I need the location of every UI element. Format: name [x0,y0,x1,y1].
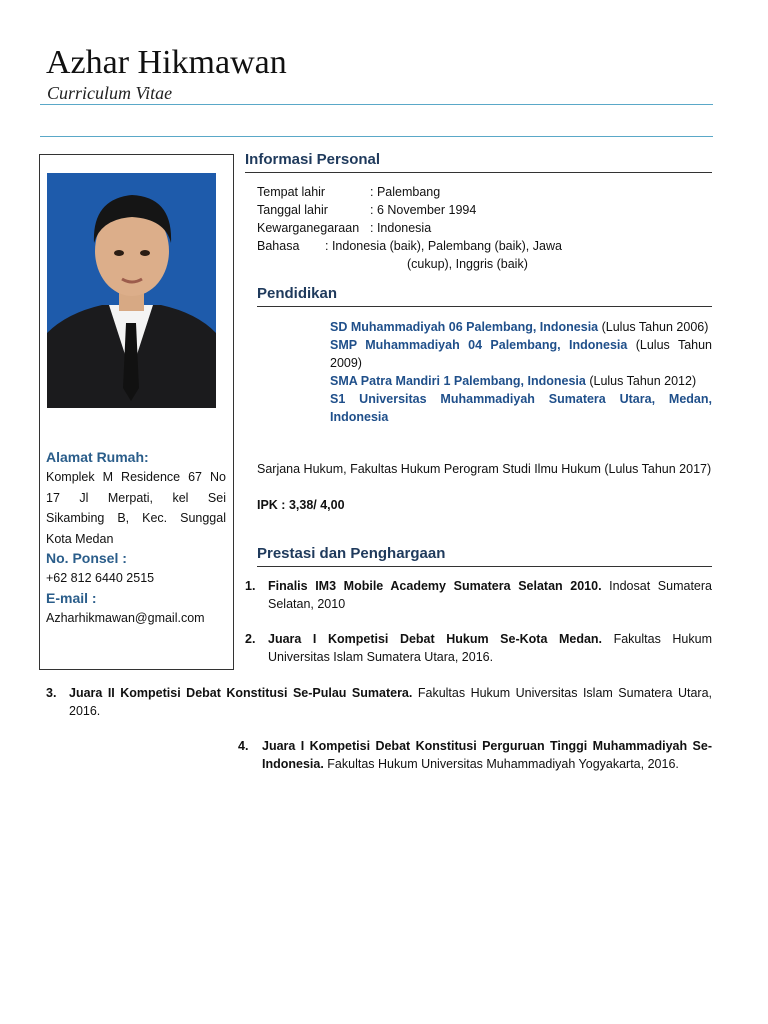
header-rule-bottom [40,136,713,137]
award-number: 4. [238,739,249,753]
section-title-personal: Informasi Personal [245,151,381,168]
email-label: E-mail : [46,590,97,606]
education-list [330,318,712,426]
address-label: Alamat Rumah: [46,449,149,465]
email-address: Azharhikmawan@gmail.com [46,611,205,625]
award-number: 3. [46,686,57,700]
section-title-education: Pendidikan [257,285,338,302]
person-silhouette-icon [47,173,216,408]
education-item: SMP Muhammadiyah 04 Palembang, Indonesia (Lulus Tahun 2009) [330,338,713,370]
education-ipk: IPK : 3,38/ 4,00 [257,498,345,512]
header-rule-top [40,104,713,105]
education-item: SMA Patra Mandiri 1 Palembang, Indonesia (Lulus Tahun 2012) [330,374,697,388]
award-number: 2. [245,632,256,646]
profile-photo [47,173,216,408]
award-item: Juara II Kompetisi Debat Konstitusi Se-Pulau Sumatera. Fakultas Hukum Universitas Islam Sumatera Utara, 2016. [69,686,712,718]
award-item: Juara I Kompetisi Debat Konstitusi Perguruan Tinggi Muhammadiyah Se-Indonesia. Fakultas Hukum Universitas Muhammadiyah Yogyakarta, 2016. [262,739,712,771]
cv-subtitle: Curriculum Vitae [47,83,173,103]
section-rule-awards [257,566,712,567]
phone-label: No. Ponsel : [46,550,127,566]
phone-number: +62 812 6440 2515 [46,571,155,585]
address-text: Komplek M Residence 67 No 17 Jl Merpati, kel Sei Sikambing B, Kec. Sunggal Kota Medan [46,470,226,546]
award-item: Juara I Kompetisi Debat Hukum Se-Kota Medan. Fakultas Hukum Universitas Islam Sumatera Utara, 2016. [268,632,712,664]
section-title-awards: Prestasi dan Penghargaan [257,545,446,562]
award-number: 1. [245,579,256,593]
personal-info: Tempat lahir : Palembang Tanggal lahir : 6 November 1994 Kewarganegaraan : Indonesia Bahasa : Indonesia (baik), Palembang (baik), Jawa (cukup), Inggris (baik) [257,185,562,271]
education-item: SD Muhammadiyah 06 Palembang, Indonesia (Lulus Tahun 2006) [330,320,709,334]
section-rule-education [257,306,712,307]
section-rule-personal [245,172,712,173]
education-degree: Sarjana Hukum, Fakultas Hukum Perogram Studi Ilmu Hukum (Lulus Tahun 2017) [257,462,712,476]
education-item: S1 Universitas Muhammadiyah Sumatera Utara, Medan, Indonesia [330,392,712,424]
award-item: Finalis IM3 Mobile Academy Sumatera Selatan 2010. Indosat Sumatera Selatan, 2010 [268,579,712,611]
cv-name: Azhar Hikmawan [46,44,287,81]
